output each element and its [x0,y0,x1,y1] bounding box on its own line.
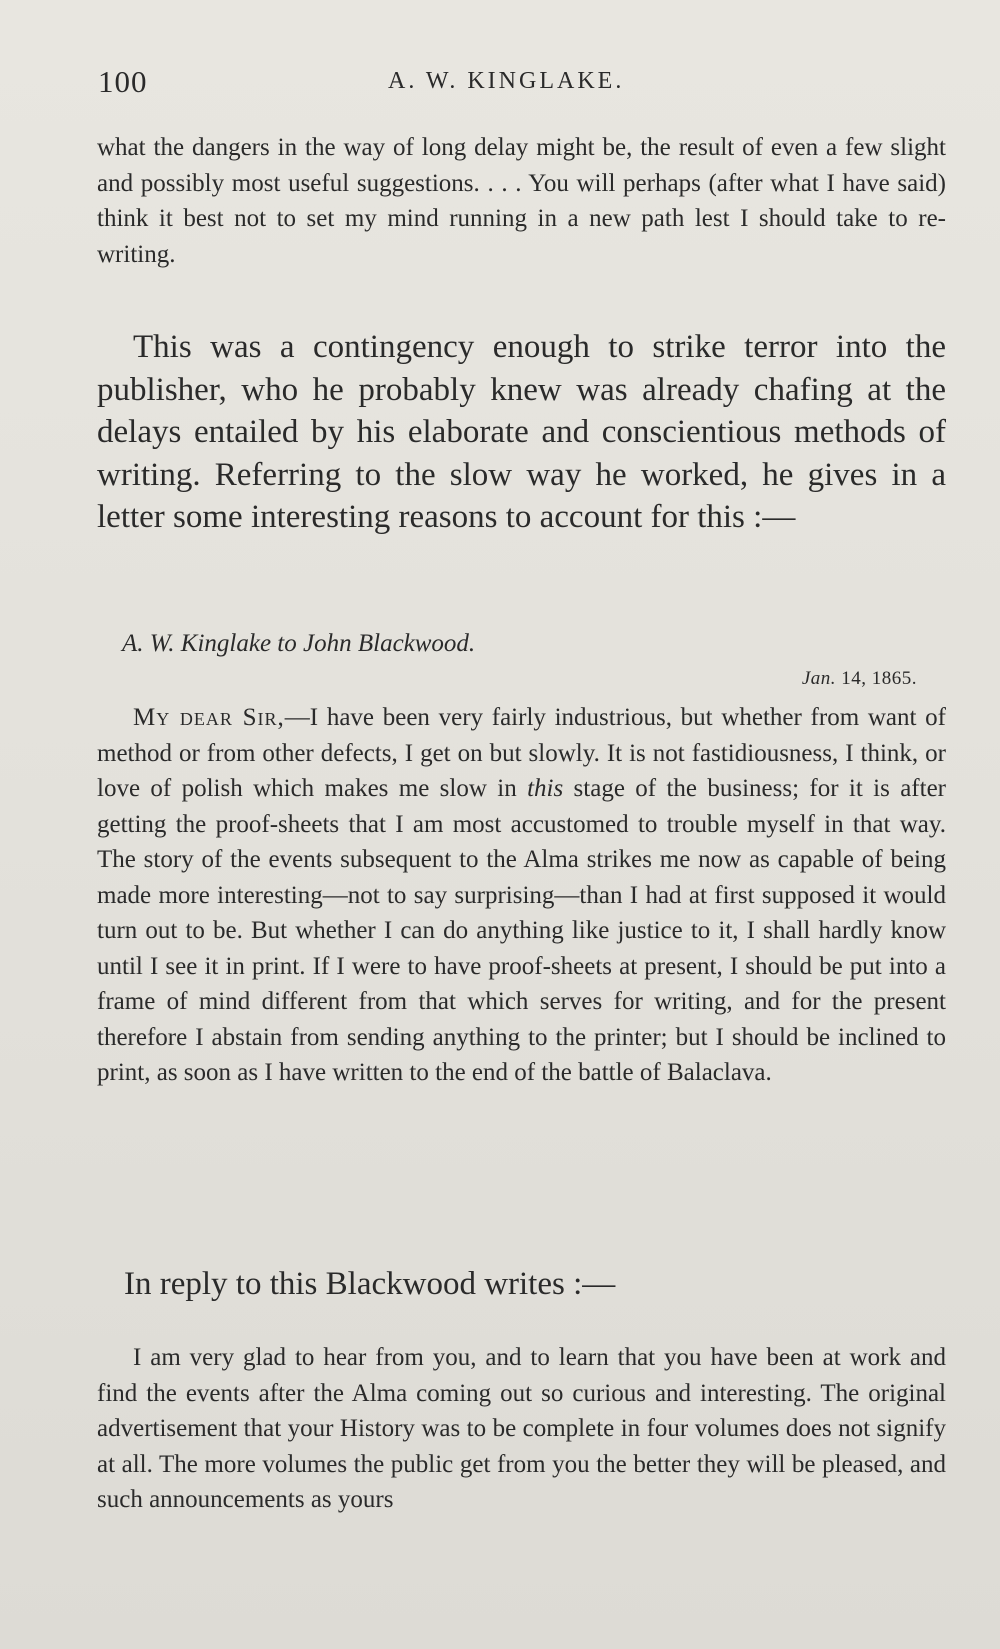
letter-body [97,700,946,1091]
quote-continuation: what the dangers in the way of long delay might be, the result of even a few slight and possibly most useful suggestions. . . . You will perhaps (after what I have said) think it best not to set my mind running in a new path lest I should take to re-writing. [97,134,946,268]
narrative-paragraph: This was a contingency enough to strike terror into the publisher, who he probably knew was already chafing at the delays entailed by his elaborate and conscientious methods of writing. Referring to the slow way he worked, he gives in a letter some interesting reasons to account for this :— [97,329,946,535]
reply-letter: I am very glad to hear from you, and to learn that you have been at work and find the events after the Alma coming out so curious and interesting. The original advertisement that your History was to be complete in four volumes does not signify at all. The more volumes the public get from you the better they will be pleased, and such announcements as yours [97,1344,946,1513]
running-head [98,64,946,104]
letter-salutation: My dear Sir, [133,704,285,731]
reply-intro: In reply to this Blackwood writes :— [124,1266,616,1302]
letter-date-rest: 14, 1865. [836,668,917,689]
letter-heading: A. W. Kinglake to John Blackwood. [122,630,476,657]
letter-date-month: Jan. [801,668,836,689]
page-number: 100 [98,64,148,99]
running-title: A. W. KINGLAKE. [388,68,625,94]
letter-date [802,668,917,690]
letter-body-after-italic: stage of the business; for it is after getting the proof-sheets that I am most accustomed to trouble myself in that way. The story of the events subsequent to the Alma strikes me now as capable of being made more interesting—not to say surprising—than I had at first supposed it would turn out to be. But whether I can do anything like justice to it, I shall hardly know until I see it in print. If I were to have proof-sheets at present, I should be put into a frame of mind different from that which serves for writing, and for the present therefore I abstain from sending anything to the printer; but I should be inclined to print, as soon as I have written to the end of the battle of Balaclava. [97,775,946,1086]
letter-body-before-italic: —I have been very fairly industrious, but whether from want of method or from other defects, I get on but slowly. It is not fastidiousness, I think, or love of polish which makes me slow in [97,704,946,802]
letter-body-italic: this [527,775,564,802]
